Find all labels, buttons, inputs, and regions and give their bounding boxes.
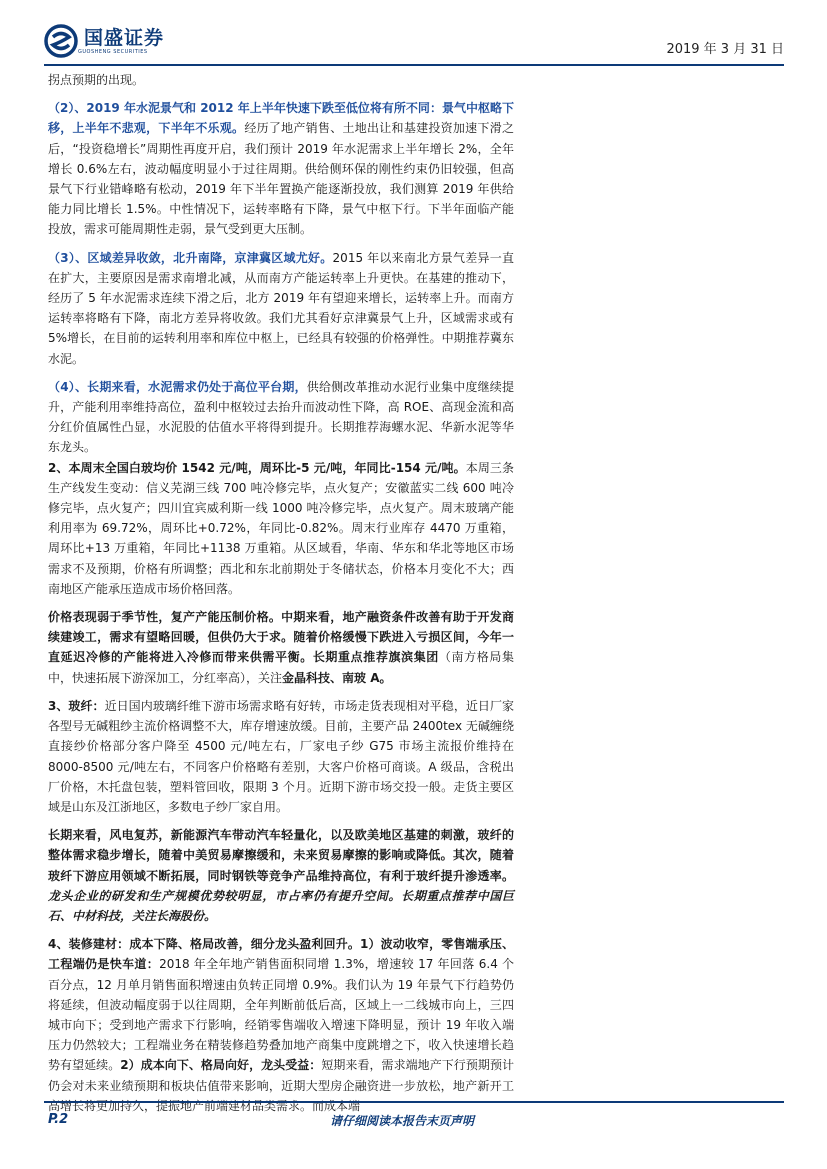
paragraph-heading: 2、本周末全国白玻均价 1542 元/吨，周环比-5 元/吨，年同比-154 元/吨。 bbox=[48, 460, 466, 475]
paragraph-cement-2019 bbox=[48, 98, 514, 239]
paragraph-decoration bbox=[48, 934, 514, 1116]
paragraph-bold-text: 金晶科技、南玻 A。 bbox=[282, 670, 392, 685]
paragraph-heading: 3、玻纤： bbox=[48, 698, 105, 713]
paragraph-subheading: 2）成本向下、格局向好，龙头受益： bbox=[120, 1058, 322, 1073]
logo-subtext: GUOSHENG SECURITIES bbox=[78, 49, 148, 55]
paragraph-text: （南方格局集中，快速拓展下游深加工，分红率高），关注 bbox=[48, 650, 514, 685]
footer-rule bbox=[44, 1101, 784, 1103]
paragraph-heading: （2）、2019 年水泥景气和 2012 年上半年快速下跌至低位将有所不同：景气中枢略下移，上半年不悲观，下半年不乐观。 bbox=[48, 101, 514, 136]
paragraph-long-term bbox=[48, 377, 514, 458]
paragraph-text: 短期来看，需求端地产下行预期预计仍会对未来业绩预期和板块估值带来影响，近期大型房企融资进一步放松，地产新开工高增长将更加持久，提振地产前端建材品类需求。而成本端 bbox=[48, 1058, 514, 1113]
paragraph-text: 近日国内玻璃纤维下游市场需求略有好转，市场走货表现相对平稳，近日厂家各型号无碱粗纱主流价格调整不大，库存增速放缓。目前，主要产品 2400tex 无碱缠绕直接纱价格部分客户降至 4500 元/吨左右，厂家电子纱 G75 市场主流报价维持在 8000-8500 元/吨左右，不同客户价格略有差别，大客户价格可商谈。A 级品，含税出厂价格，木托盘包装，塑料管回收，限期 3 个月。近期下游市场交投一般。走货主要区域是山东及江浙地区，多数电子纱厂家自用。 bbox=[48, 698, 514, 814]
paragraph-glass-price bbox=[48, 458, 514, 599]
paragraph-text: 供给侧改革推动水泥行业集中度继续提升，产能利用率维持高位，盈利中枢较过去抬升而波动性下降，高 ROE、高现金流和高分红价值属性凸显，水泥股的估值水平将得到提升。长期推荐海螺水泥、华新水泥等华东龙头。 bbox=[48, 379, 514, 455]
paragraph-glass-outlook bbox=[48, 607, 514, 688]
logo-text: 国盛证券 bbox=[84, 27, 165, 49]
paragraph-heading: （4）、长期来看，水泥需求仍处于高位平台期， bbox=[48, 379, 307, 394]
paragraph-heading: （3）、区域差异收敛，北升南降，京津冀区域尤好。 bbox=[48, 250, 333, 265]
header-rule bbox=[44, 64, 784, 66]
report-date: 2019 年 3 月 31 日 bbox=[666, 42, 784, 57]
paragraph-text: 2015 年以来南北方景气差异一直在扩大，主要原因是需求南增北减，从而南方产能运转率上升更快。在基建的推动下，经历了 5 年水泥需求连续下滑之后，北方 2019 年有望迎来增长，运转率上升。而南方运转率将略有下降，南北方差异将收敛。我们尤其看好京津冀景气上升，区域需求或有 5%增长，在目前的运转利用率和库位中枢上，已经具有较强的价格弹性。中期推荐冀东水泥。 bbox=[48, 250, 514, 366]
paragraph-continuation: 拐点预期的出现。 bbox=[48, 73, 145, 87]
paragraph-fiberglass-outlook bbox=[48, 825, 514, 926]
paragraph-heading: 4、装修建材：成本下降、格局改善，细分龙头盈利回升。1）波动收窄，零售端承压、工程端仍是快车道： bbox=[48, 937, 514, 972]
paragraph-text: 2018 年全年地产销售面积同增 1.3%，增速较 17 年回落 6.4 个百分点，12 月单月销售面积增速由负转正同增 0.9%。我们认为 19 年景气下行趋势仍将延续，但波动幅度弱于以往周期，全年判断前低后高，区域上一二线城市向上，三四城市向下；受到地产需求下行影响，经销零售端收入增速下降明显，预计 19 年收入端压力仍然较大；工程端业务在精装修趋势叠加地产商集中度跳增之下，收入快速增长趋势有望延续。 bbox=[48, 957, 514, 1073]
paragraph-bold-text: 价格表现弱于季节性，复产产能压制价格。中期来看，地产融资条件改善有助于开发商续建竣工，需求有望略回暖，但供仍大于求。随着价格缓慢下跌进入亏损区间，今年一直延迟冷修的产能将进入冷修而带来供需平衡。长期重点推荐旗滨集团 bbox=[48, 610, 514, 665]
page-number: P.2 bbox=[48, 1112, 69, 1127]
paragraph-text: 本周三条生产线发生变动：信义芜湖三线 700 吨冷修完毕，点火复产；安徽蓝实二线 600 吨冷修完毕，点火复产；四川宜宾威利斯一线 1000 吨冷修完毕，点火复产。周末玻璃产能利用率为 69.72%，周环比+0.72%，年同比-0.82%。周末行业库存 4470 万重箱，周环比+13 万重箱，年同比+1138 万重箱。从区域看，华南、华东和华北等地区市场需求不及预期，价格有所调整；西北和东北前期处于冬储状态，价格本月变化不大；西南地区产能承压造成市场价格回落。 bbox=[48, 460, 514, 596]
report-body bbox=[48, 70, 514, 1116]
logo-icon bbox=[44, 24, 78, 58]
page-header bbox=[44, 24, 784, 66]
paragraph-regional-diff bbox=[48, 248, 514, 369]
paragraph-bold-italic-text: 龙头企业的研发和生产规模优势较明显，市占率仍有提升空间。长期重点推荐中国巨石、中材科技，关注长海股份。 bbox=[48, 888, 514, 923]
paragraph-bold-text: 长期来看，风电复苏，新能源汽车带动汽车轻量化，以及欧美地区基建的刺激，玻纤的整体需求稳步增长，随着中美贸易摩擦缓和，未来贸易摩擦的影响或降低。其次，随着玻纤下游应用领域不断拓展，同时钢铁等竞争产品维持高位，有利于玻纤提升渗透率。 bbox=[48, 828, 514, 883]
paragraph-fiberglass bbox=[48, 696, 514, 817]
disclaimer-note: 请仔细阅读本报告末页声明 bbox=[330, 1114, 475, 1128]
paragraph-text: 经历了地产销售、土地出让和基建投资加速下滑之后，“投资稳增长”周期性再度开启，我们预计 2019 年水泥需求上半年增长 2%，全年增长 0.6%左右，波动幅度明显小于过往周期。供给侧环保的刚性约束仍旧较强，但高景气下行业错峰略有松动，2019 年下半年置换产能逐渐投放，我们测算 2019 年供给能力同比增长 1.5%。中性情况下，运转率略有下降，景气中枢下行。下半年面临产能投放，需求可能周期性走弱，景气受到更大压制。 bbox=[48, 121, 514, 237]
company-logo bbox=[44, 24, 164, 58]
